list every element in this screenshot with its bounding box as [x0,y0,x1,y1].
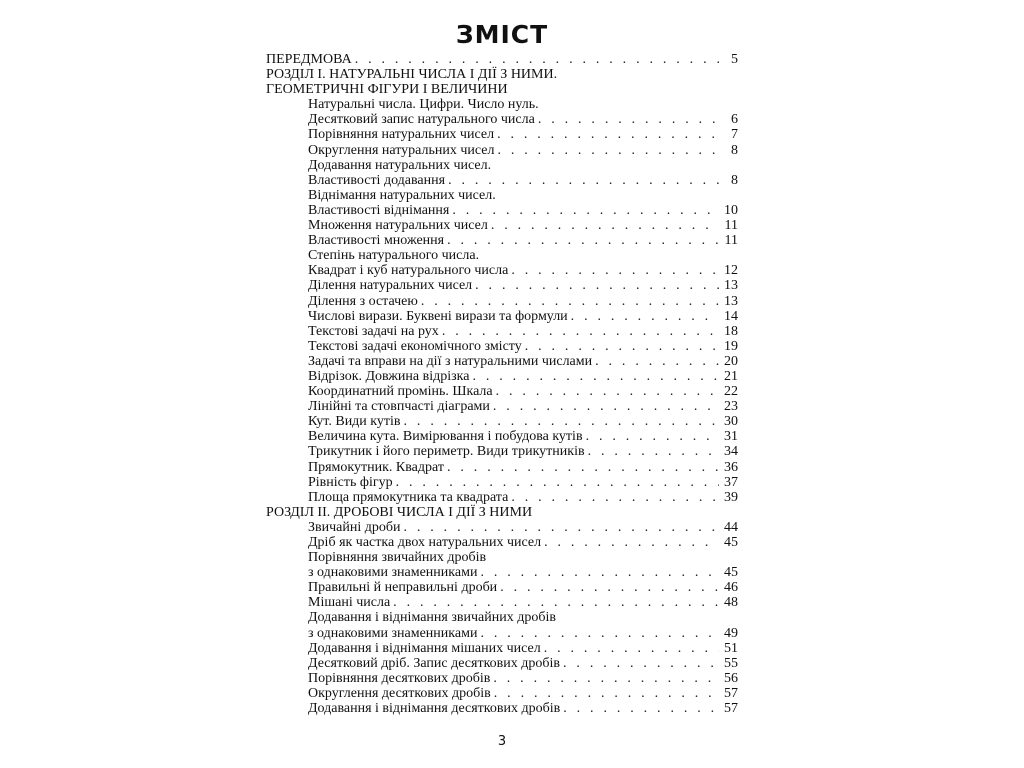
toc-entry-title: з однаковими знаменниками [308,625,478,641]
toc-entry [266,580,738,595]
toc-entry [266,414,738,429]
dot-leader [500,580,719,595]
toc-entry-title: Дріб як частка двох натуральних чисел [308,535,542,550]
toc-page-number: 20 [724,353,738,369]
toc-page-number: 11 [724,218,738,234]
toc-entry [266,565,738,580]
toc-entry [266,143,738,158]
dot-leader [491,218,719,233]
dot-leader [544,535,719,550]
toc-page-number: 31 [724,429,738,445]
toc-entry-title: Задачі та вправи на дії з натуральними числами [308,353,593,369]
dot-leader [538,112,719,127]
toc-page-number: 18 [724,323,738,339]
dot-leader [480,626,719,641]
page-number: 3 [497,734,507,749]
dot-leader [475,278,719,293]
toc-page-number: 22 [724,384,738,400]
toc-entry [266,309,738,324]
toc-entry [266,354,738,369]
dot-leader [480,565,719,580]
toc-entry-title: Ділення натуральних чисел [308,278,473,294]
dot-leader [571,309,719,324]
toc-entry-title: Властивості множення [308,233,445,249]
dot-leader [586,429,719,444]
toc-entry [266,490,738,505]
toc-page-number: 5 [731,52,738,67]
toc-entry-title: ГЕОМЕТРИЧНІ ФІГУРИ І ВЕЛИЧИНИ [266,82,508,98]
toc-page-number: 6 [731,112,738,128]
dot-leader [421,294,719,309]
toc-page-number: 8 [731,172,738,188]
toc-entry [266,701,738,716]
dot-leader [448,173,719,188]
dot-leader [403,520,719,535]
toc-page-number: 45 [724,565,738,581]
toc-entry-title: Відрізок. Довжина відрізка [308,368,470,384]
toc-entry [266,248,738,263]
toc-page-number: 7 [731,127,738,143]
toc-entry-title: Ділення з остачею [308,293,418,309]
toc-entry-title: з однаковими знаменниками [308,565,478,581]
toc-entry-title: Звичайні дроби [308,519,401,535]
toc-page-number: 23 [724,399,738,415]
toc-page-number: 13 [724,278,738,294]
dot-leader [511,490,719,505]
toc-entry-title: Порівняння натуральних чисел [308,127,495,143]
toc-entry-title: Мішані числа [308,595,391,611]
toc-entry-title: Правильні й неправильні дроби [308,580,498,596]
toc-entry [266,203,738,218]
toc-page-number: 11 [724,233,738,249]
dot-leader [511,263,719,278]
toc-entry-title: Округлення натуральних чисел [308,142,495,158]
toc-page-number: 21 [724,368,738,384]
dot-leader [404,414,719,429]
toc-entry-title: Текстові задачі економічного змісту [308,338,522,354]
toc-page-number: 57 [724,685,738,701]
toc-entry-title: Віднімання натуральних чисел. [308,187,496,203]
toc-entry [266,610,738,625]
toc-page-number: 55 [724,655,738,671]
toc-entry-title: Десятковий дріб. Запис десяткових дробів [308,655,561,671]
dot-leader [497,143,719,158]
toc-entry [266,263,738,278]
toc-entry-title: Порівняння звичайних дробів [308,550,487,566]
dot-leader [447,460,719,475]
toc-page-number: 13 [724,293,738,309]
dot-leader [496,384,719,399]
dot-leader [525,339,719,354]
toc-entry [266,686,738,701]
toc-page-number: 10 [724,202,738,218]
toc-entry-title: РОЗДІЛ I. НАТУРАЛЬНІ ЧИСЛА І ДІЇ З НИМИ. [266,67,558,83]
dot-leader [544,641,719,656]
dot-leader [355,52,719,67]
dot-leader [493,671,719,686]
toc-entry-title: Площа прямокутника та квадрата [308,489,509,505]
toc-entry-title: Порівняння десяткових дробів [308,670,491,686]
toc-page-number: 49 [724,625,738,641]
toc-entry [266,641,738,656]
toc-entry-title: Кут. Види кутів [308,414,401,430]
toc-entry-title: Координатний промінь. Шкала [308,384,493,400]
dot-leader [452,203,719,218]
toc-section-heading [266,67,738,82]
toc-page-number: 45 [724,535,738,550]
toc-entry-title: Додавання і віднімання звичайних дробів [308,610,556,626]
toc-page-number: 51 [724,640,738,656]
toc-entry [266,278,738,293]
toc-entry-title: ПЕРЕДМОВА [266,52,352,67]
toc-page-number: 19 [724,338,738,354]
toc-entry [266,294,738,309]
toc-page-number: 44 [724,519,738,535]
toc-page-number: 34 [724,444,738,460]
toc-entry-title: Числові вирази. Буквені вирази та формули [308,308,568,324]
toc-entry-title: Степінь натурального числа. [308,248,480,264]
toc-page-number: 8 [731,142,738,158]
toc-entry [266,324,738,339]
toc-entry-title: Трикутник і його периметр. Види трикутників [308,444,585,460]
toc-entry [266,656,738,671]
dot-leader [563,701,719,716]
toc-entry [266,127,738,142]
toc-entry-title: Додавання і віднімання десяткових дробів [308,701,561,717]
toc-entry-title: Множення натуральних чисел [308,218,488,234]
toc-section-heading [266,52,738,67]
toc-page-number: 36 [724,459,738,475]
dot-leader [497,127,719,142]
toc-entry-title: Властивості додавання [308,172,446,188]
dot-leader [396,475,719,490]
toc-page-number: 39 [724,489,738,505]
toc-section-heading [266,82,738,97]
dot-leader [472,369,719,384]
toc-entry [266,188,738,203]
dot-leader [595,354,719,369]
toc-page-number: 46 [724,580,738,596]
toc-entry-title: Властивості віднімання [308,202,450,218]
dot-leader [442,324,719,339]
toc-page-number: 37 [724,474,738,490]
dot-leader [588,444,719,459]
toc-entry-title: Квадрат і куб натурального числа [308,263,509,279]
toc-entry-title: Величина кута. Вимірювання і побудова кутів [308,429,583,445]
toc-entry [266,460,738,475]
dot-leader [493,399,719,414]
toc-entry [266,444,738,459]
toc-entry [266,173,738,188]
toc-entry [266,233,738,248]
toc-entry [266,158,738,173]
toc-entry [266,399,738,414]
toc-entry-title: Рівність фігур [308,474,393,490]
toc-entry [266,535,738,550]
toc-entry [266,626,738,641]
toc-entry [266,595,738,610]
toc-entry [266,218,738,233]
toc-page-number: 57 [724,701,738,717]
toc-entry [266,384,738,399]
toc-entry-title: РОЗДІЛ II. ДРОБОВІ ЧИСЛА І ДІЇ З НИМИ [266,504,533,520]
toc-entry [266,97,738,112]
page-title: ЗМІСТ [455,20,549,49]
toc-section-heading [266,505,738,520]
table-of-contents [266,52,738,716]
toc-entry [266,429,738,444]
toc-page-number: 56 [724,670,738,686]
toc-page-number: 48 [724,595,738,611]
toc-entry-title: Текстові задачі на рух [308,323,439,339]
toc-entry [266,339,738,354]
toc-entry-title: Лінійні та стовпчасті діаграми [308,399,490,415]
dot-leader [563,656,719,671]
dot-leader [494,686,719,701]
toc-page-number: 30 [724,414,738,430]
toc-entry-title: Додавання натуральних чисел. [308,157,492,173]
toc-entry-title: Додавання і віднімання мішаних чисел [308,640,541,656]
toc-page-number: 12 [724,263,738,279]
toc-entry [266,475,738,490]
toc-entry [266,520,738,535]
toc-entry-title: Натуральні числа. Цифри. Число нуль. [308,97,539,113]
toc-entry [266,550,738,565]
toc-entry-title: Десятковий запис натурального числа [308,112,535,128]
toc-entry [266,369,738,384]
toc-entry-title: Прямокутник. Квадрат [308,459,444,475]
dot-leader [393,595,719,610]
toc-entry [266,112,738,127]
toc-entry-title: Округлення десяткових дробів [308,685,491,701]
toc-entry [266,671,738,686]
toc-page-number: 14 [724,308,738,324]
dot-leader [447,233,719,248]
